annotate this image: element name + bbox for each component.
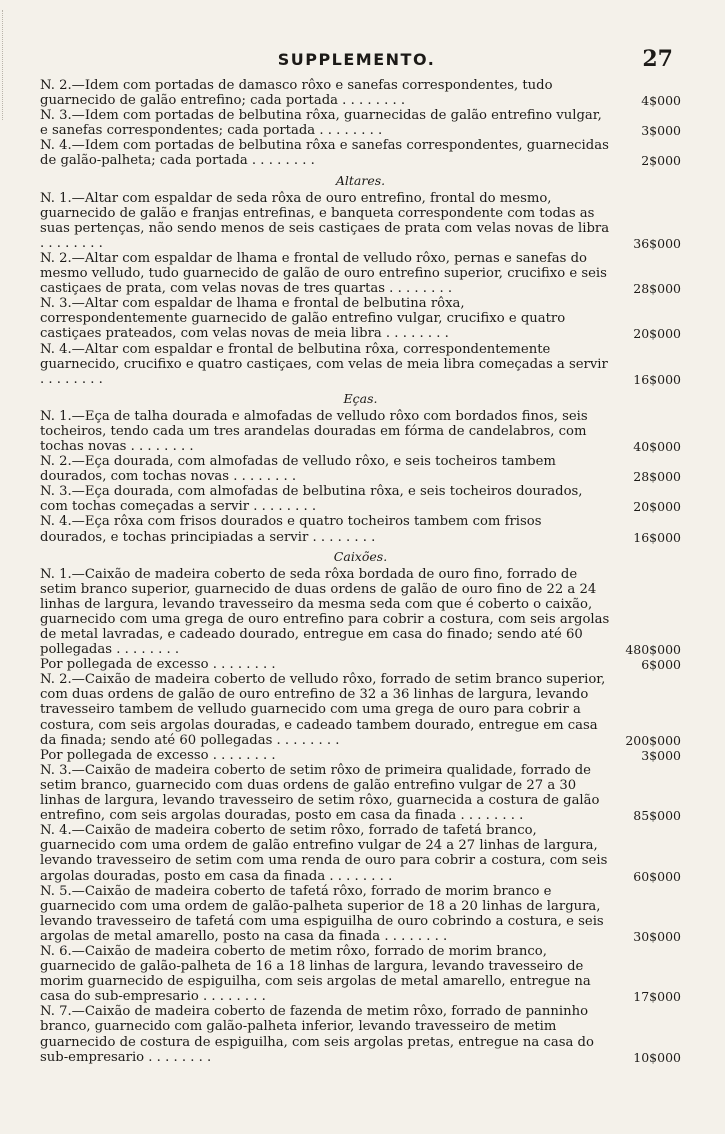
entry-price: 16$000 [633,529,681,545]
entry-price: 480$000 [625,642,681,658]
list-item [40,763,681,823]
entry-price: 28$000 [633,281,681,297]
section-title: Altares. [335,172,386,188]
list-item [40,944,681,1004]
list-item [40,672,681,747]
page-number: 27 [642,46,673,72]
list-item [40,454,681,484]
price-list [40,78,681,1065]
margin-mark [2,10,17,120]
entry-text: N. 3.—Caixão de madeira coberto de setim rôxo de primeira qualidade, forrado de setim branco, guarnecido com duas ordens de galão entrefino vulgar de 27 a 30 linhas de largura, levando travesseiro de setim rôxo, guarnecida a costura de galão entrefino, com seis argolas douradas, posto em casa da finada . . . . . . . . [40,762,600,824]
entry-text: N. 2.—Altar com espaldar de lhama e frontal de velludo rôxo, pernas e sanefas do mesmo velludo, tudo guarnecido de galão de ouro entrefino superior, crucifixo e seis castiçaes de prata, com velas novas de tres quartas . . . . . . . . [40,250,607,297]
entry-price: 60$000 [633,868,681,884]
list-item [40,514,681,544]
entry-text: N. 4.—Eça rôxa com frisos dourados e quatro tocheiros tambem com frisos dourados, e tochas principiadas a servir . . . . . . . . [40,514,542,545]
list-item [40,657,681,672]
entry-price: 6$000 [641,657,681,673]
entry-price: 3$000 [641,747,681,763]
list-item [40,823,681,883]
entry-text: N. 4.—Caixão de madeira coberto de setim rôxo, forrado de tafetá branco, guarnecido com uma ordem de galão entrefino vulgar de 24 a 27 linhas de largura, levando travesseiro de setim com uma renda de ouro para cobrir a costura, com seis argolas douradas, posto em casa da finada . . . . . . . . [40,823,608,884]
entry-text: N. 5.—Caixão de madeira coberto de tafetá rôxo, forrado de morim branco e guarnecido com uma ordem de galão-palheta superior de 18 a 20 linhas de largura, levando travesseiro de tafetá com uma espiguilha de ouro cobrindo a costura, e seis argolas de metal amarello, posto na casa da finada . . . . . . . . [40,883,604,944]
list-item [40,409,681,454]
entry-price: 16$000 [633,371,681,387]
entry-text: N. 1.—Altar com espaldar de seda rôxa de ouro entrefino, frontal do mesmo, guarnecido de galão e franjas entrefinas, e banqueta correspondente com todas as suas pertenças, não sendo menos de seis castiçaes de prata com velas novas de libra . . . . . . . . [40,190,610,251]
list-item [40,108,681,138]
list-item [40,748,681,763]
entry-text: N. 2.—Idem com portadas de damasco rôxo e sanefas correspondentes, tudo guarnecido de galão entrefino; cada portada . . . . . . . . [40,78,553,109]
entry-price: 28$000 [633,469,681,485]
entry-text: N. 3.—Altar com espaldar de lhama e frontal de belbutina rôxa, correspondentemente guarnecido de galão entrefino vulgar, crucifixo e quatro castiçaes prateados, com velas novas de meia libra . . . . . . . . [40,296,566,342]
list-item [40,78,681,108]
entry-text: N. 6.—Caixão de madeira coberto de metim rôxo, forrado de morim branco, guarnecido de galão-palheta de 16 a 18 linhas de largura, levando travesseiro de morim guarnecido de espiguilha, com seis argolas de metal amarello, entregue na casa do sub-empresario . . . . . . . . [40,943,591,1005]
entry-text: N. 4.—Idem com portadas de belbutina rôxa e sanefas correspondentes, guarnecidas de galão-palheta; cada portada . . . . . . . . [40,138,609,169]
page-title: SUPPLEMENTO. [277,50,436,69]
entry-price: 2$000 [641,153,681,169]
entry-text: N. 1.—Caixão de madeira coberto de seda rôxa bordada de ouro fino, forrado de setim branco superior, guarnecido de duas ordens de galão de ouro fino de 22 a 24 linhas de largura, levando travesseiro da mesma seda com que é coberto o caixão, guarnecido com uma grega de ouro entrefino para cobrir a costura, com seis argolas de metal lavradas, e cadeado dourado, entregue em casa do finado; sendo até 60 pollegadas . . . . . . . . [40,566,610,658]
entry-price: 30$000 [633,928,681,944]
entry-text: N. 1.—Eça de talha dourada e almofadas de velludo rôxo com bordados finos, seis tocheiros, tendo cada um tres arandelas douradas em fórma de candelabros, com tochas novas . . . . . . . . [40,408,588,454]
list-item [40,251,681,296]
page-header [40,48,673,74]
entry-price: 10$000 [633,1049,681,1065]
entry-text: N. 3.—Idem com portadas de belbutina rôxa, guarnecidas de galão entrefino vulgar, e sanefas correspondentes; cada portada . . . . . . . . [40,108,602,139]
list-item [40,296,681,341]
entry-price: 36$000 [633,235,681,251]
entry-price: 85$000 [633,808,681,824]
entry-text: N. 3.—Eça dourada, com almofadas de belbutina rôxa, e seis tocheiros dourados, com tochas começadas a servir . . . . . . . . [40,484,583,515]
list-item [40,484,681,514]
entry-price: 17$000 [633,989,681,1005]
list-item [40,342,681,387]
entry-text: N. 2.—Eça dourada, com almofadas de velludo rôxo, e seis tocheiros tambem dourados, com tochas novas . . . . . . . . [40,454,556,485]
section-title: Eças. [343,390,378,406]
entry-price: 20$000 [633,499,681,515]
section-title: Caixões. [333,548,388,564]
entry-price: 40$000 [633,438,681,454]
list-item [40,567,681,658]
entry-text: N. 4.—Altar com espaldar e frontal de belbutina rôxa, correspondentemente guarnecido, crucifixo e quatro castiçaes, com velas de meia libra começadas a servir . . . . . . . . [40,341,608,387]
entry-price: 4$000 [641,93,681,109]
list-item [40,138,681,168]
entry-text: Por pollegada de excesso . . . . . . . . [40,657,276,673]
entry-text: Por pollegada de excesso . . . . . . . . [40,747,276,763]
entry-price: 200$000 [625,732,681,748]
entry-price: 3$000 [641,123,681,139]
list-item [40,884,681,944]
entry-text: N. 2.—Caixão de madeira coberto de velludo rôxo, forrado de setim branco superior, com duas ordens de galão de ouro entrefino de 32 a 36 linhas de largura, levando travesseiro tambem de velludo guarnecido com uma grega de ouro para cobrir a costura, com seis argolas douradas, e cadeado tambem dourado, entregue em casa da finada; sendo até 60 pollegadas . . . . . . . . [40,672,606,748]
entry-text: N. 7.—Caixão de madeira coberto de fazenda de metim rôxo, forrado de panninho branco, guarnecido com galão-palheta inferior, levando travesseiro de metim guarnecido de costura de espiguilha, com seis argolas pretas, entregue na casa do sub-empresario . . . . . . . . [40,1004,594,1065]
list-item [40,191,681,251]
list-item [40,1004,681,1064]
entry-price: 20$000 [633,326,681,342]
